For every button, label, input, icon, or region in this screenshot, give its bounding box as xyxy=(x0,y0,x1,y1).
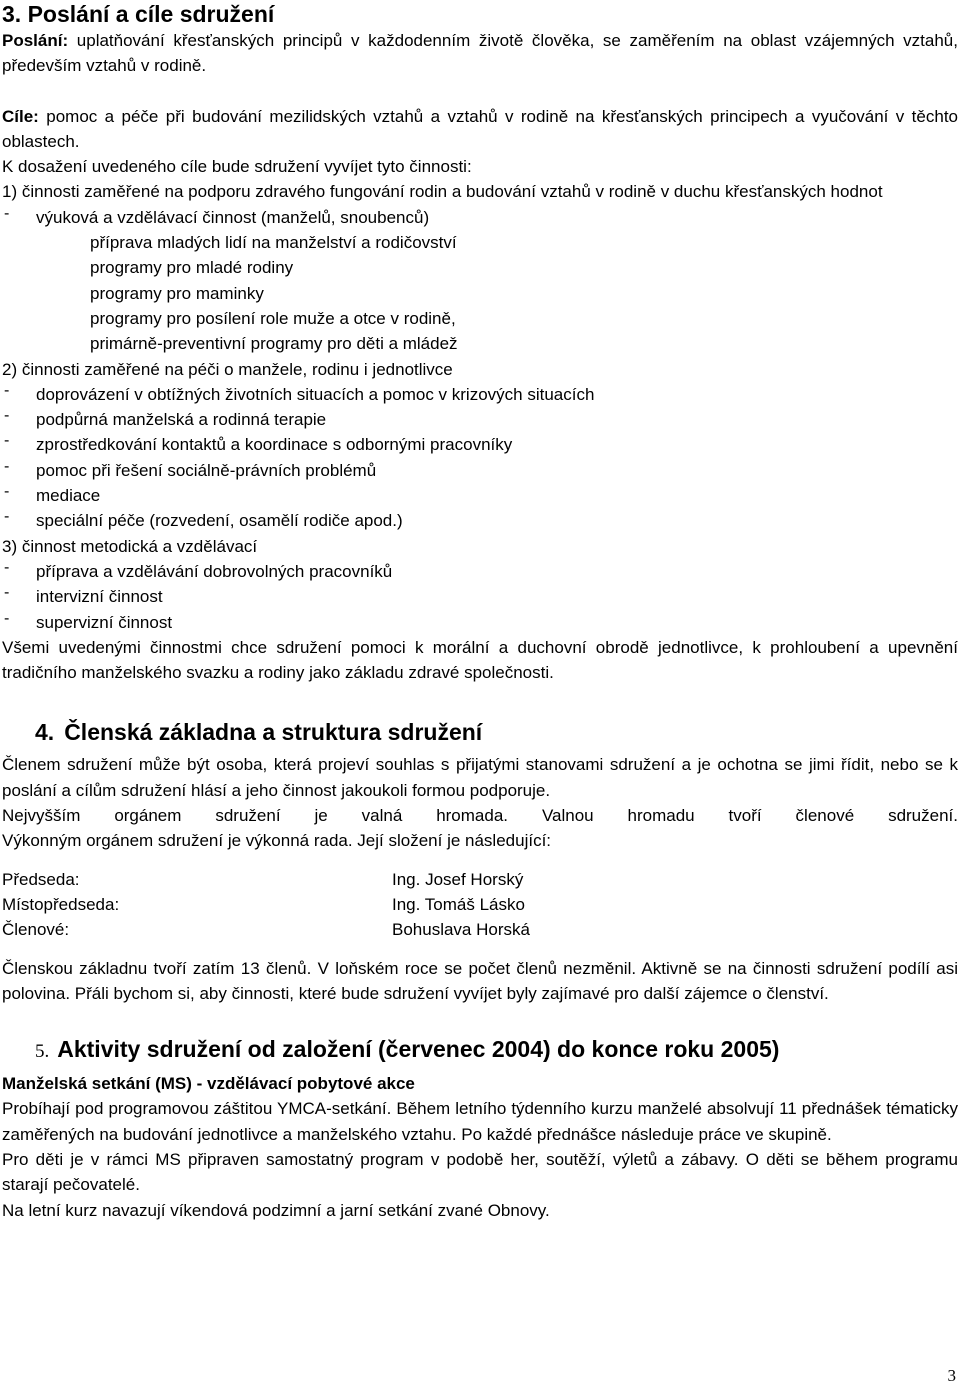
renewal-meetings-paragraph: Na letní kurz navazují víkendová podzimní a jarní setkání zvané Obnovy. xyxy=(2,1200,550,1220)
mission-text: uplatňování křesťanských principů v každodenním životě člověka, se zaměřením na oblast vzájemných vztahů, především vztahů v rodině. xyxy=(2,31,958,76)
list-item xyxy=(2,610,958,635)
list-item-text: mediace xyxy=(36,486,101,506)
list-item-text: zprostředkování kontaktů a koordinace s odbornými pracovníky xyxy=(36,435,513,455)
activity-group-3-title: 3) činnost metodická a vzdělávací xyxy=(2,536,258,556)
sub-list-item: příprava mladých lidí na manželství a rodičovství xyxy=(90,233,457,253)
document-page xyxy=(2,0,958,1223)
list-item-text: doprovázení v obtížných životních situacích a pomoc v krizových situacích xyxy=(36,384,595,404)
list-item xyxy=(2,559,958,584)
mission-paragraph xyxy=(2,28,958,79)
marriage-meetings-paragraph: Probíhají pod programovou záštitou YMCA-setkání. Během letního týdenního kurzu manželé absolvují 11 přednášek tématicky zaměřených na budování jednotlivce a manželského vztahu. Po každé přednášce následuje práce ve skupině. xyxy=(2,1099,958,1144)
section-4-title: Členská základna a struktura sdružení xyxy=(64,719,483,746)
list-dash: - xyxy=(4,508,10,526)
list-dash: - xyxy=(4,432,10,450)
list-item-text: intervizní činnost xyxy=(36,587,163,607)
list-item-text: speciální péče (rozvedení, osamělí rodiče apod.) xyxy=(36,511,403,531)
list-item-text: příprava a vzdělávání dobrovolných pracovníků xyxy=(36,561,393,581)
list-item xyxy=(2,382,958,407)
list-dash: - xyxy=(4,483,10,501)
list-dash: - xyxy=(4,381,10,399)
executive-board-line: Výkonným orgánem sdružení je výkonná rada. Její složení je následující: xyxy=(2,831,552,851)
section-5-heading xyxy=(2,1036,958,1065)
spacer xyxy=(2,685,958,719)
page-number: 3 xyxy=(947,1366,956,1385)
children-program-paragraph: Pro děti je v rámci MS připraven samostatný program v podobě her, soutěží, výletů a zábavy. O děti se během programu starají pečovatelé. xyxy=(2,1149,958,1195)
section-3-heading xyxy=(2,0,958,28)
sub-list-item: programy pro posílení role muže a otce v rodině, xyxy=(90,308,456,328)
sub-list-item: primárně-preventivní programy pro děti a mládež xyxy=(90,334,458,354)
section-4-number: 4. xyxy=(35,719,55,746)
section-3-closing: Všemi uvedenými činnostmi chce sdružení pomoci k morální a duchovní obrodě jednotlivce, k prohloubení a upevnění tradičního manželského svazku a rodiny jako základu zdravé společnosti. xyxy=(2,637,958,683)
section-3-number: 3. xyxy=(2,1,22,27)
officer-name: Ing. Tomáš Lásko xyxy=(392,894,525,914)
list-dash: - xyxy=(4,204,10,222)
membership-count-paragraph: Členskou základnu tvoří zatím 13 členů. V loňském roce se počet členů nezměnil. Aktivně se na činnosti sdružení podílí asi polovina. Přáli bychom si, aby činnosti, které bude sdružení vyvíjet byly zajímavé pro další zájemce o členství. xyxy=(2,958,958,1003)
list-dash: - xyxy=(4,457,10,475)
activity-group-1-title: 1) činnosti zaměřené na podporu zdravého fungování rodin a budování vztahů v rodině v duchu křesťanských hodnot xyxy=(2,182,883,202)
goals-text: pomoc a péče při budování mezilidských vztahů a vztahů v rodině na křesťanských principech a vyučování v těchto oblastech. xyxy=(2,106,958,151)
board-members xyxy=(2,867,958,943)
section-5-title: Aktivity sdružení od založení (červenec 2004) do konce roku 2005) xyxy=(57,1036,780,1063)
list-item xyxy=(2,432,958,457)
officer-role: Místopředseda: xyxy=(2,894,120,914)
list-item xyxy=(2,458,958,483)
sub-list-item: programy pro maminky xyxy=(90,283,264,303)
list-item xyxy=(2,407,958,432)
activity-group-2-title: 2) činnosti zaměřené na péči o manžele, rodinu i jednotlivce xyxy=(2,359,453,379)
membership-paragraph: Členem sdružení může být osoba, která projeví souhlas s přijatými stanovami sdružení a je ochotna se jimi řídit, nebo se k poslání a cílům sdružení hlásí a jeho činnost jakoukoli formou podporuje. xyxy=(2,755,958,800)
general-assembly-line: Nejvyšším orgánem sdružení je valná hromada. Valnou hromadu tvoří členové sdružení. xyxy=(2,806,958,826)
officer-role: Předseda: xyxy=(2,869,80,889)
spacer xyxy=(2,943,958,956)
list-item-text: výuková a vzdělávací činnost (manželů, snoubenců) xyxy=(36,207,430,227)
section-3-title: Poslání a cíle sdružení xyxy=(27,1,275,27)
officer-role: Členové: xyxy=(2,920,70,940)
list-dash: - xyxy=(4,407,10,425)
spacer xyxy=(2,1006,958,1036)
list-item-text: pomoc při řešení sociálně-právních problémů xyxy=(36,460,377,480)
officer-name: Bohuslava Horská xyxy=(392,920,530,940)
list-item xyxy=(2,508,958,533)
list-dash: - xyxy=(4,584,10,602)
list-dash: - xyxy=(4,558,10,576)
spacer xyxy=(2,79,958,104)
list-item-text: supervizní činnost xyxy=(36,612,173,632)
spacer xyxy=(2,854,958,867)
list-item xyxy=(2,483,958,508)
list-dash: - xyxy=(4,609,10,627)
marriage-meetings-subheading: Manželská setkání (MS) - vzdělávací pobytové akce xyxy=(2,1074,415,1094)
list-item xyxy=(2,584,958,609)
activities-intro: K dosažení uvedeného cíle bude sdružení vyvíjet tyto činnosti: xyxy=(2,157,472,177)
section-5-number: 5. xyxy=(35,1041,50,1063)
list-item xyxy=(2,205,958,230)
goals-label: Cíle: xyxy=(2,106,39,126)
section-4-heading xyxy=(2,719,958,746)
list-item-text: podpůrná manželská a rodinná terapie xyxy=(36,410,327,430)
mission-label: Poslání: xyxy=(2,31,69,50)
sub-list-item: programy pro mladé rodiny xyxy=(90,258,294,278)
officer-name: Ing. Josef Horský xyxy=(392,869,524,889)
goals-paragraph xyxy=(2,104,958,155)
